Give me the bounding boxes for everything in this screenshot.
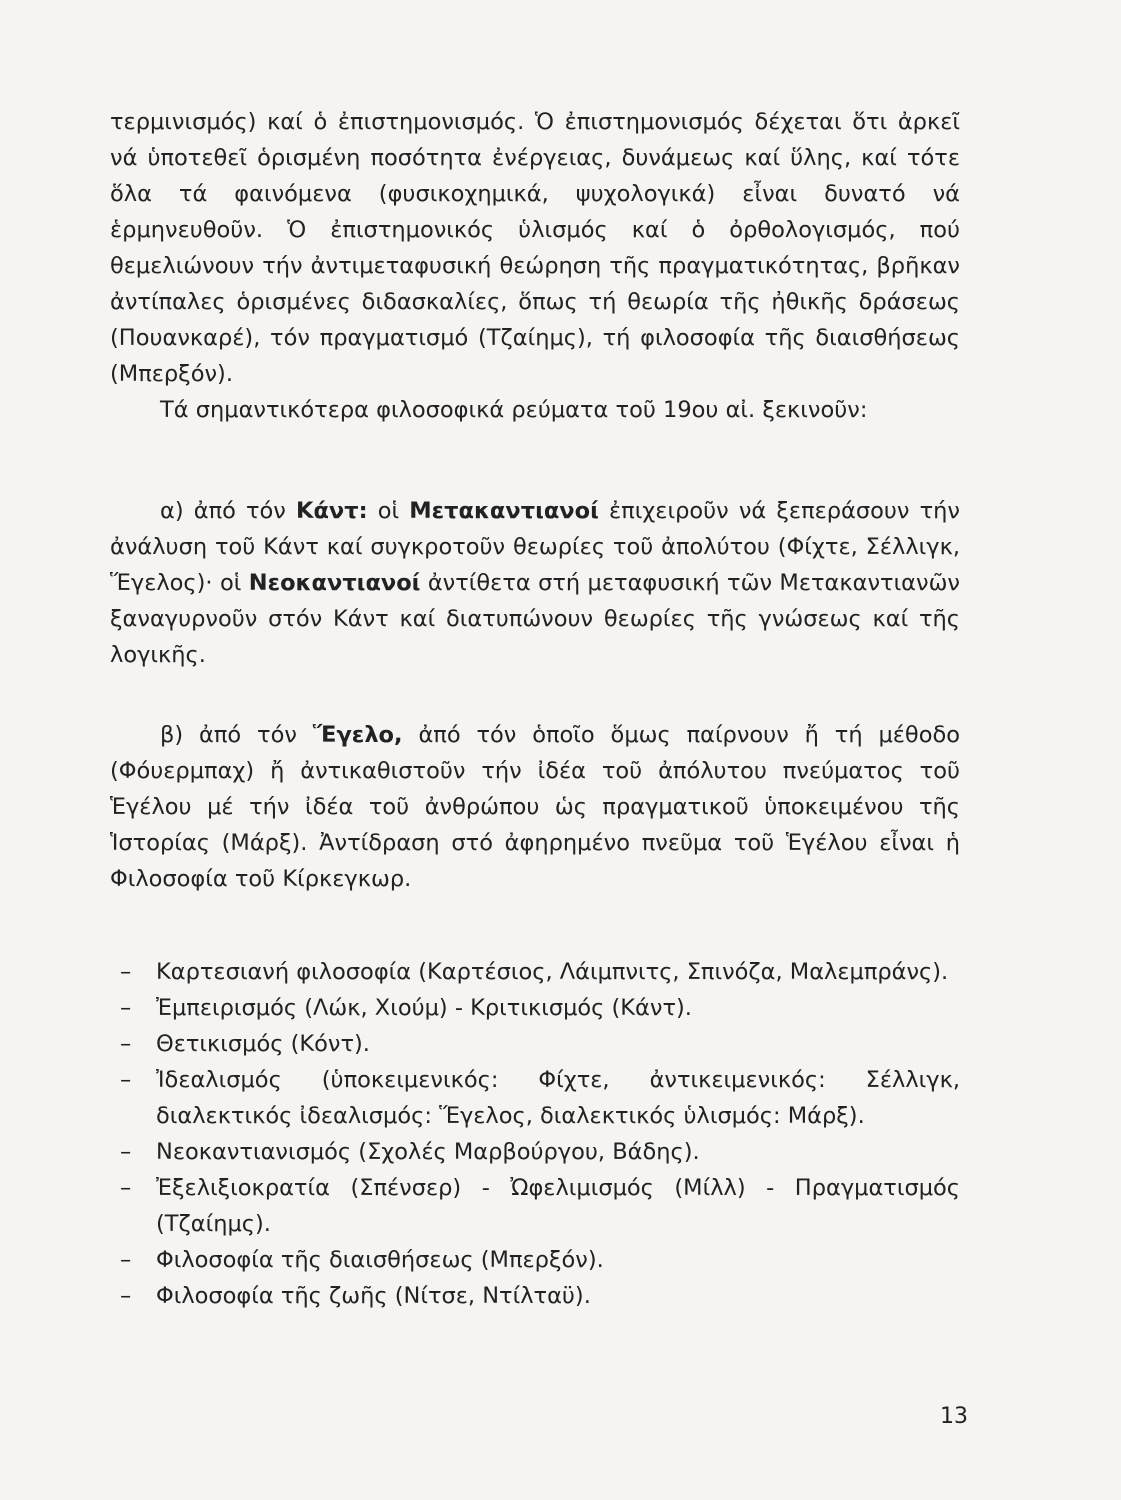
list-dash: – [120,1247,132,1273]
para-a-bold-kant: Κάντ: [296,498,368,524]
list-dash: – [120,959,132,985]
para-a-tail: ἀντίθετα στή μεταφυσική τῶν Μετακαντιανῶν ξαναγυρνοῦν στόν Κάντ καί διατυπώνουν θεωρίες τῆς γνώσεως καί τῆς λογικῆς. [110,570,960,668]
list-item-text: Ἐμπειρισμός (Λώκ, Χιούμ) - Κριτικισμός (Κάντ). [156,995,692,1021]
para-b-bold-hegel: Ἕγελο, [312,722,403,748]
philosophy-currents-list [120,954,960,1314]
list-item [120,1062,960,1134]
list-dash: – [120,1175,132,1201]
list-item-text: Καρτεσιανή φιλοσοφία (Καρτέσιος, Λάιμπνιτς, Σπινόζα, Μαλεμπράνς). [156,959,949,985]
list-item-text: Ἰδεαλισμός (ὑποκειμενικός: Φίχτε, ἀντικειμενικός: Σέλλιγκ, διαλεκτικός ἰδεαλισμός: Ἕγελος, διαλεκτικός ὑλισμός: Μάρξ). [156,1067,960,1129]
para-a-mid1: οἱ [367,498,410,524]
list-dash: – [120,1031,132,1057]
para-b-tail: ἀπό τόν ὁποῖο ὅμως παίρνουν ἤ τή μέθοδο (Φόυερμπαχ) ἤ ἀντικαθιστοῦν τήν ἰδέα τοῦ ἀπόλυτου πνεύματος τοῦ Ἑγέλου μέ τήν ἰδέα τοῦ ἀνθρώπου ὡς πραγματικοῦ ὑποκειμένου τῆς Ἱστορίας (Μάρξ). Ἀντίδραση στό ἀφηρημένο πνεῦμα τοῦ Ἑγέλου εἶναι ἡ Φιλοσοφία τοῦ Κίρκεγκωρ. [110,722,960,892]
para-b-lead: β) ἀπό τόν [160,722,313,748]
list-dash: – [120,1067,132,1093]
list-item [120,1278,960,1314]
para-a-mid2: ἐπιχειροῦν νά ξεπεράσουν τήν ἀνάλυση τοῦ Κάντ καί συγκροτοῦν θεωρίες τοῦ ἀπολύτου (Φίχτε, Σέλλιγκ, Ἕγελος)· οἱ [110,498,960,596]
paragraph-b [110,717,960,897]
list-dash: – [120,1283,132,1309]
para-a-lead: α) ἀπό τόν [160,498,297,524]
list-item [120,1026,960,1062]
list-item-text: Φιλοσοφία τῆς διαισθήσεως (Μπερξόν). [156,1247,604,1273]
list-item-text: Φιλοσοφία τῆς ζωῆς (Νίτσε, Ντίλταϋ). [156,1283,591,1309]
page-number: 13 [940,1404,968,1429]
list-dash: – [120,1139,132,1165]
list-item [120,990,960,1026]
intro-text-part2: Τά σημαντικότερα φιλοσοφικά ρεύματα τοῦ 19ου αἰ. ξεκινοῦν: [160,397,868,423]
list-item [120,1242,960,1278]
intro-paragraph [110,104,960,428]
list-item-text: Νεοκαντιανισμός (Σχολές Μαρβούργου, Βάδης). [156,1139,700,1165]
list-item-text: Θετικισμός (Κόντ). [156,1031,370,1057]
list-item [120,954,960,990]
list-item-text: Ἐξελιξιοκρατία (Σπένσερ) - Ὠφελιμισμός (Μίλλ) - Πραγματισμός (Τζαίημς). [156,1175,960,1237]
para-a-bold-neokantianoi: Νεοκαντιανοί [248,570,421,596]
para-a-bold-metakantianoi: Μετακαντιανοί [409,498,599,524]
intro-text-part1: τερμινισμός) καί ὁ ἐπιστημονισμός. Ὁ ἐπιστημονισμός δέχεται ὅτι ἀρκεῖ νά ὑποτεθεῖ ὁρισμένη ποσότητα ἐνέργειας, δυνάμεως καί ὕλης, καί τότε ὅλα τά φαινόμενα (φυσικοχημικά, ψυχολογικά) εἶναι δυνατό νά ἑρμηνευθοῦν. Ὁ ἐπιστημονικός ὑλισμός καί ὁ ὀρθολογισμός, πού θεμελιώνουν τήν ἀντιμεταφυσική θεώρηση τῆς πραγματικότητας, βρῆκαν ἀντίπαλες ὁρισμένες διδασκαλίες, ὅπως τή θεωρία τῆς ἠθικῆς δράσεως (Πουανκαρέ), τόν πραγματισμό (Τζαίημς), τή φιλοσοφία τῆς διαισθήσεως (Μπερξόν). [110,109,960,387]
list-item [120,1170,960,1242]
list-item [120,1134,960,1170]
paragraph-a [110,493,960,673]
list-dash: – [120,995,132,1021]
